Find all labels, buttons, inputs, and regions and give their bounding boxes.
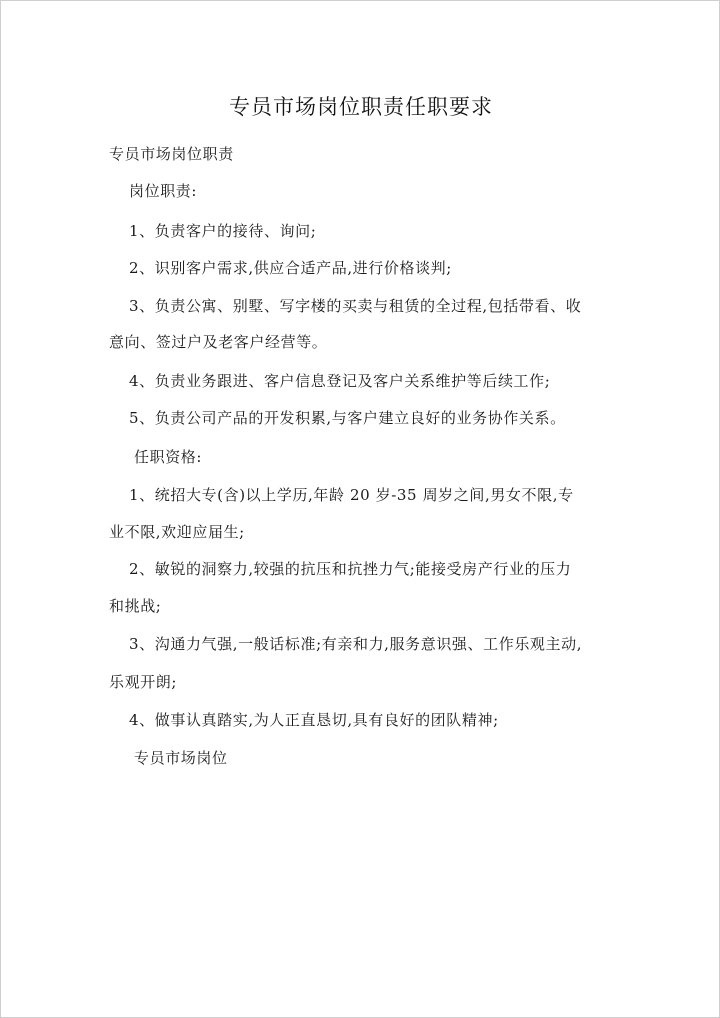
duties-heading: 岗位职责: <box>129 182 198 200</box>
qualification-item-3-line-1: 3、沟通力气强,一般话标准;有亲和力,服务意识强、工作乐观主动, <box>129 635 583 653</box>
duty-item-1: 1、负责客户的接待、询问; <box>129 222 317 240</box>
qualifications-heading: 任职资格: <box>134 448 203 466</box>
duty-item-2: 2、识别客户需求,供应合适产品,进行价格谈判; <box>129 259 452 277</box>
trailing-text: 专员市场岗位 <box>134 749 228 767</box>
duty-item-5: 5、负责公司产品的开发积累,与客户建立良好的业务协作关系。 <box>129 409 566 427</box>
qualification-item-2-line-1: 2、敏锐的洞察力,较强的抗压和抗挫力气;能接受房产行业的压力 <box>129 560 572 578</box>
document-title: 专员市场岗位职责任职要求 <box>229 95 493 119</box>
qualification-item-1-line-2: 业不限,欢迎应届生; <box>109 523 245 541</box>
duty-item-3-line-1: 3、负责公寓、别墅、写字楼的买卖与租赁的全过程,包括带看、收 <box>129 297 582 315</box>
qualification-item-2-line-2: 和挑战; <box>109 597 162 615</box>
qualification-item-1-line-1: 1、统招大专(含)以上学历,年龄 20 岁-35 周岁之间,男女不限,专 <box>129 486 574 504</box>
qualification-item-3-line-2: 乐观开朗; <box>109 673 178 691</box>
duty-item-4: 4、负责业务跟进、客户信息登记及客户关系维护等后续工作; <box>129 372 551 390</box>
qualification-item-4: 4、做事认真踏实,为人正直恳切,具有良好的团队精神; <box>129 711 499 729</box>
document-subtitle: 专员市场岗位职责 <box>109 145 234 163</box>
duty-item-3-line-2: 意向、签过户及老客户经营等。 <box>109 333 328 351</box>
